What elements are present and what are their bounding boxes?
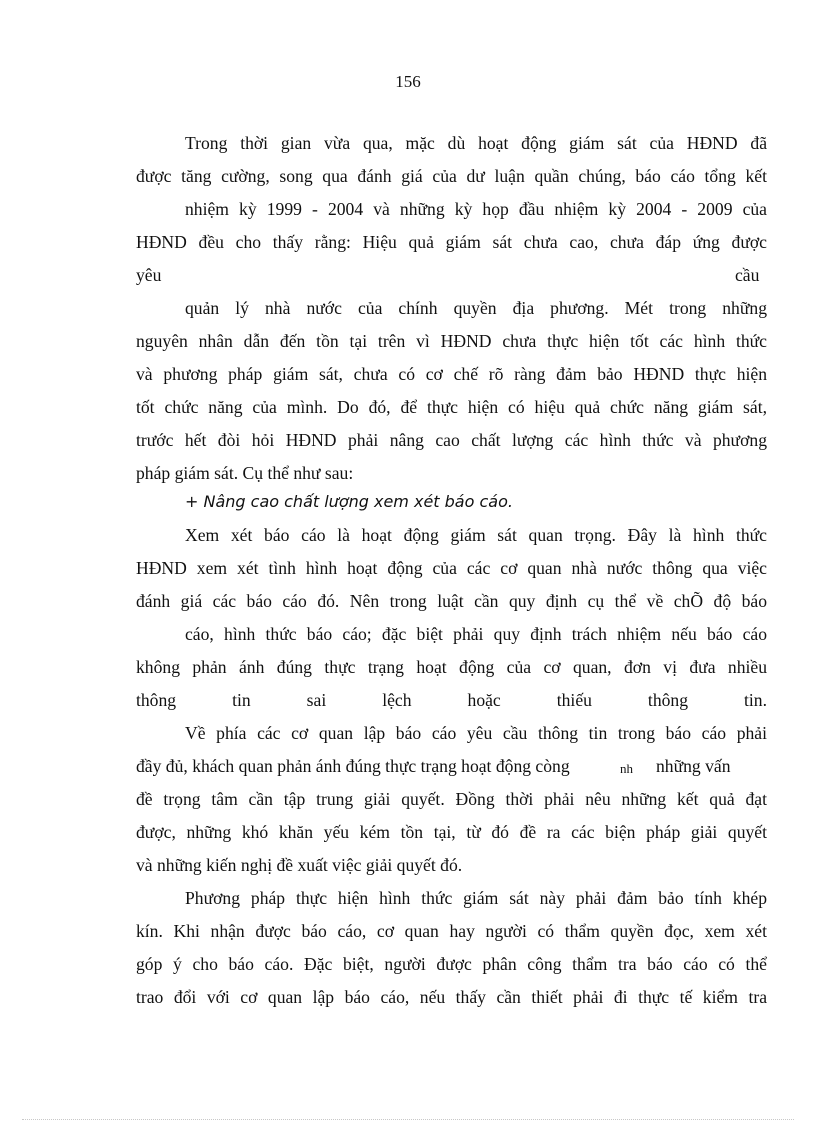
text-line-fragment: nh: [620, 761, 633, 776]
text-line: nguyên nhân dẫn đến tồn tại trên vì HĐND chưa thực hiện tốt các hình thức: [136, 331, 767, 351]
footer-divider: [22, 1119, 794, 1120]
text-line: HĐND xem xét tình hình hoạt động của các cơ quan nhà nước thông qua việc: [136, 558, 767, 578]
text-line: đánh giá các báo cáo đó. Nên trong luật cần quy định cụ thể về chÕ độ báo: [136, 591, 767, 611]
text-line: không phản ánh đúng thực trạng hoạt động của cơ quan, đơn vị đưa nhiều: [136, 657, 767, 677]
text-line: Trong thời gian vừa qua, mặc dù hoạt động giám sát của HĐND đã: [185, 133, 767, 153]
text-line: Xem xét báo cáo là hoạt động giám sát quan trọng. Đây là hình thức: [185, 525, 767, 545]
section-heading: + Nâng cao chất lượng xem xét báo cáo.: [185, 492, 513, 511]
text-line: thông tin sai lệch hoặc thiếu thông tin.: [136, 690, 767, 710]
text-line: HĐND đều cho thấy rằng: Hiệu quả giám sát chưa cao, chưa đáp ứng được: [136, 232, 767, 252]
text-line: yêu: [136, 265, 162, 285]
text-line: tốt chức năng của mình. Do đó, để thực hiện có hiệu quả chức năng giám sát,: [136, 397, 767, 417]
text-line: góp ý cho báo cáo. Đặc biệt, người được phân công thẩm tra báo cáo có thể: [136, 954, 767, 974]
text-line: trao đổi với cơ quan lập báo cáo, nếu thấy cần thiết phải đi thực tế kiểm tra: [136, 987, 767, 1007]
text-line: pháp giám sát. Cụ thể như sau:: [136, 463, 354, 483]
text-line: quản lý nhà nước của chính quyền địa phương. Mét trong những: [185, 298, 767, 318]
text-line: Về phía các cơ quan lập báo cáo yêu cầu thông tin trong báo cáo phải: [185, 723, 767, 743]
text-line: được tăng cường, song qua đánh giá của dư luận quần chúng, báo cáo tổng kết: [136, 166, 767, 186]
page-number: 156: [395, 72, 421, 91]
text-line: những vấn: [656, 756, 731, 776]
text-line: được, những khó khăn yếu kém tồn tại, từ đó đề ra các biện pháp giải quyết: [136, 822, 767, 842]
text-line: đề trọng tâm cần tập trung giải quyết. Đồng thời phải nêu những kết quả đạt: [136, 789, 767, 809]
text-line: trước hết đòi hỏi HĐND phải nâng cao chất lượng các hình thức và phương: [136, 430, 767, 450]
text-line: và phương pháp giám sát, chưa có cơ chế rõ ràng đảm bảo HĐND thực hiện: [136, 364, 767, 384]
text-line: nhiệm kỳ 1999 - 2004 và những kỳ họp đầu nhiệm kỳ 2004 - 2009 của: [185, 199, 767, 219]
text-line: cáo, hình thức báo cáo; đặc biệt phải quy định trách nhiệm nếu báo cáo: [185, 624, 767, 644]
text-line: đầy đủ, khách quan phản ánh đúng thực trạng hoạt động còng: [136, 756, 570, 776]
text-line: cầu: [735, 265, 760, 285]
text-line: Phương pháp thực hiện hình thức giám sát này phải đảm bảo tính khép: [185, 888, 767, 908]
text-line: kín. Khi nhận được báo cáo, cơ quan hay người có thẩm quyền đọc, xem xét: [136, 921, 767, 941]
text-line: và những kiến nghị đề xuất việc giải quyết đó.: [136, 855, 463, 875]
